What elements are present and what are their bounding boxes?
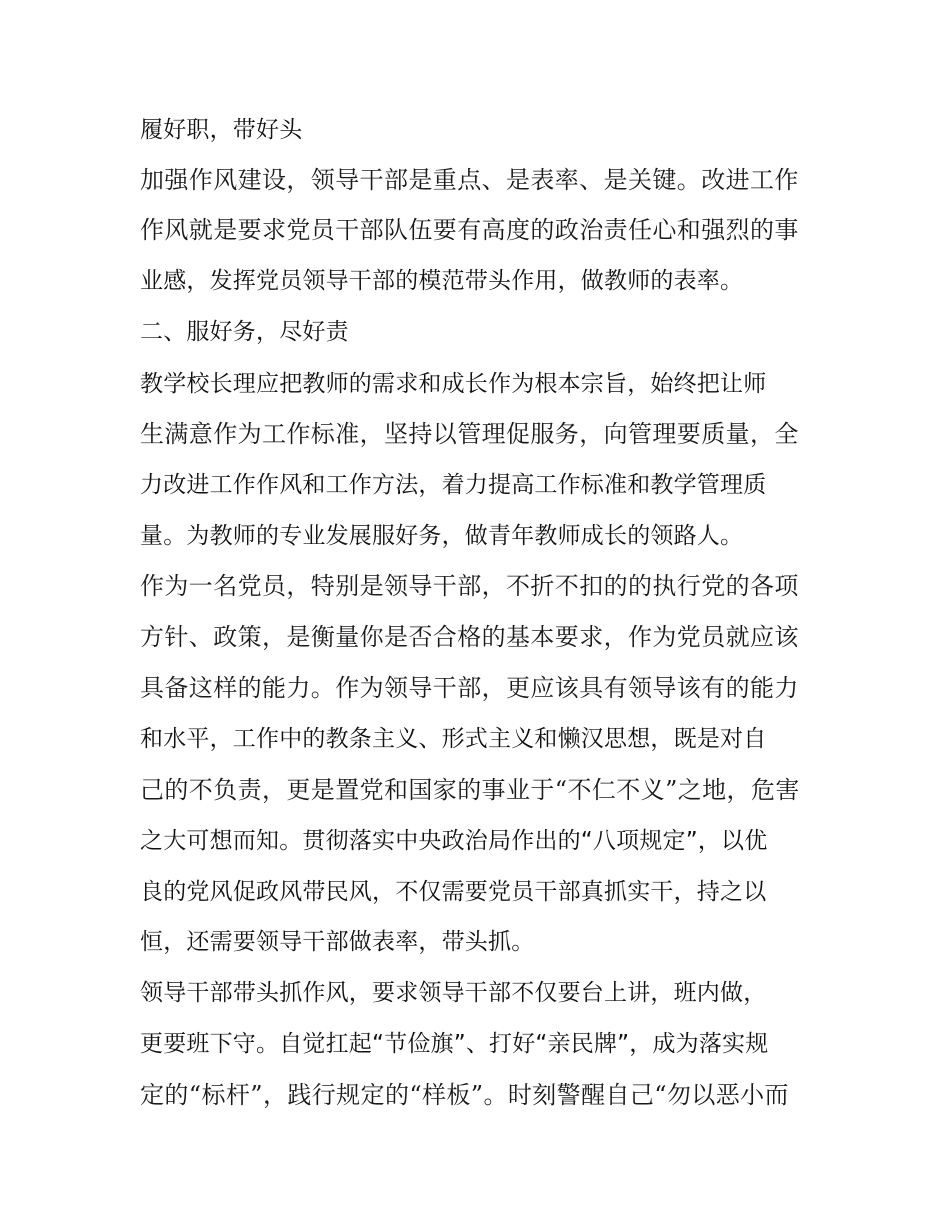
paragraph-line: 力改进工作作风和工作方法，着力提高工作标准和教学管理质 — [140, 472, 767, 498]
paragraph-line: 教学校长理应把教师的需求和成长作为根本宗旨，始终把让师 — [140, 371, 767, 397]
paragraph-line: 良的党风促政风带民风，不仅需要党员干部真抓实干，持之以 — [140, 879, 767, 905]
paragraph-line: 定的“标杆”，践行规定的“样板”。时刻警醒自己“勿以恶小而 — [140, 1081, 789, 1109]
paragraph-line: 具备这样的能力。作为领导干部，更应该具有领导该有的能力 — [140, 674, 799, 702]
paragraph-line: 更要班下守。自觉扛起“节俭旗”、打好“亲民牌”，成为落实规 — [140, 1031, 769, 1057]
paragraph-line: 业感，发挥党员领导干部的模范带头作用，做教师的表率。 — [140, 268, 744, 294]
paragraph-line: 方针、政策，是衡量你是否合格的基本要求，作为党员就应该 — [140, 623, 799, 651]
paragraph-line: 恒，还需要领导干部做表率，带头抓。 — [140, 929, 535, 955]
paragraph-line: 和水平，工作中的教条主义、形式主义和懒汉思想，既是对自 — [140, 726, 767, 752]
heading-line: 履好职，带好头 — [140, 117, 303, 143]
paragraph-line: 量。为教师的专业发展服好务，做青年教师成长的领路人。 — [140, 523, 744, 549]
paragraph-line: 生满意作为工作标准，坚持以管理促服务，向管理要质量，全 — [140, 420, 799, 448]
paragraph-line: 作为一名党员，特别是领导干部，不折不扣的的执行党的各项 — [140, 572, 799, 600]
paragraph-line: 领导干部带头抓作风，要求领导干部不仅要台上讲，班内做， — [140, 980, 767, 1006]
paragraph-line: 己的不负责，更是置党和国家的事业于“不仁不义”之地，危害 — [140, 776, 800, 804]
section-heading: 二、服好务，尽好责 — [140, 319, 349, 345]
paragraph-line: 加强作风建设，领导干部是重点、是表率、是关键。改进工作 — [140, 166, 799, 194]
paragraph-line: 之大可想而知。贯彻落实中央政治局作出的“八项规定”，以优 — [140, 828, 768, 854]
paragraph-line: 作风就是要求党员干部队伍要有高度的政治责任心和强烈的事 — [140, 216, 799, 244]
